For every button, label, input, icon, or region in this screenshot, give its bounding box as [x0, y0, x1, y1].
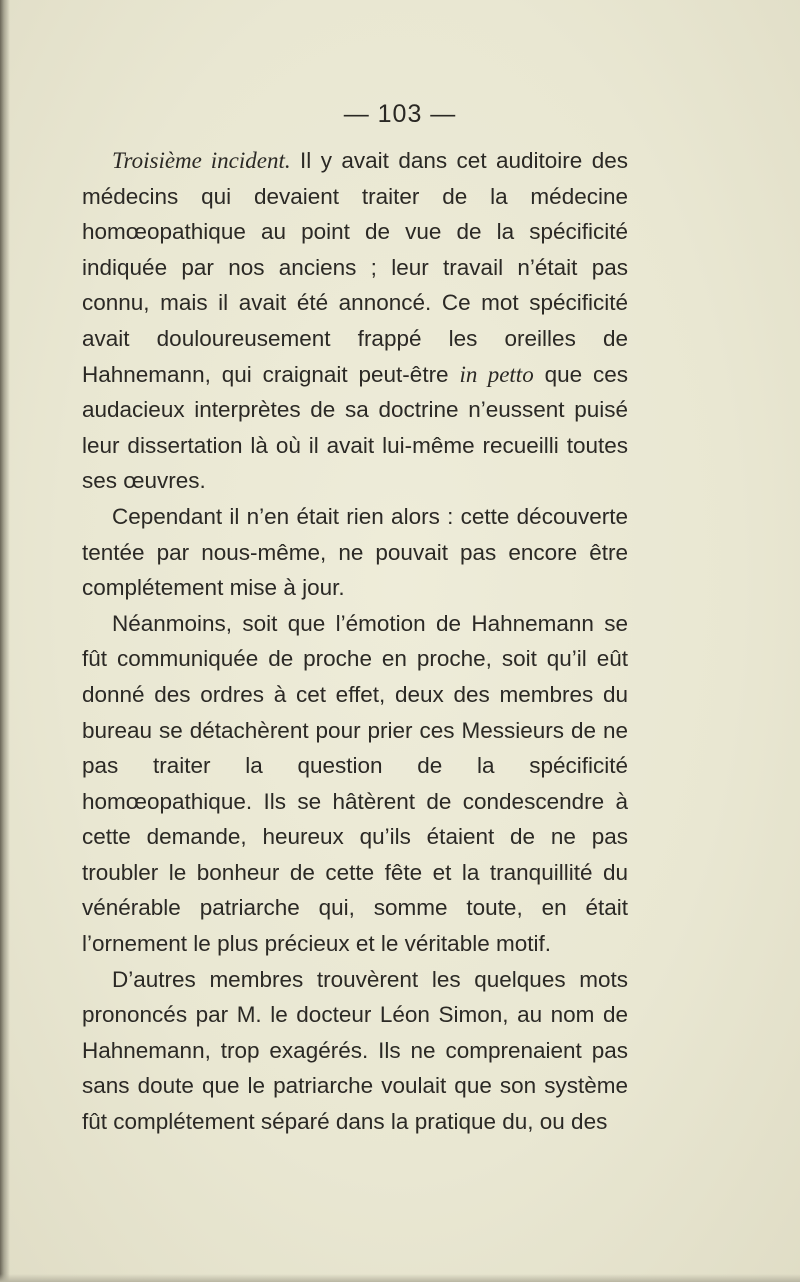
- page-bottom-edge: [0, 1274, 800, 1282]
- page-left-edge: [0, 0, 10, 1282]
- page-number: — 103 —: [343, 100, 457, 128]
- paragraph-1-text-b: que ces audacieux interprètes de sa doctrine n’eussent puisé leur dissertation là où il avait lui-même recueilli toutes ses œuvres.: [82, 361, 628, 494]
- body-text: [82, 143, 628, 1140]
- incident-heading: Troisième incident.: [112, 148, 291, 173]
- paragraph-3: Néanmoins, soit que l’émotion de Hahnemann se fût communiquée de proche en proche, soit qu’il eût donné des ordres à cet effet, deux des membres du bureau se détachèrent pour prier ces Messieurs de ne pas traiter la question de la spécificité homœopathique. Ils se hâtèrent de condescendre à cette demande, heureux qu’ils étaient de ne pas troubler le bonheur de cette fête et la tranquillité du vénérable patriarche qui, somme toute, en était l’ornement le plus précieux et le véritable motif.: [82, 610, 628, 957]
- paragraph-4: D’autres membres trouvèrent les quelques mots prononcés par M. le docteur Léon Simon, au nom de Hahnemann, trop exagérés. Ils ne comprenaient pas sans doute que le patriarche voulait que son système fût complétement séparé dans la pratique du, ou des: [82, 966, 628, 1135]
- latin-phrase: in petto: [459, 361, 534, 387]
- paragraph-1-text-a: Il y avait dans cet auditoire des médecins qui devaient traiter de la médecine homœopathique au point de vue de la spécificité indiquée par nos anciens ; leur travail n’était pas connu, mais il avait été annoncé. Ce mot spécificité avait douloureusement frappé les oreilles de Hahnemann, qui craignait peut-être: [82, 148, 628, 387]
- paragraph-2: Cependant il n’en était rien alors : cette découverte tentée par nous-même, ne pouvait pas encore être complétement mise à jour.: [82, 503, 628, 601]
- paragraph-1: [82, 143, 628, 499]
